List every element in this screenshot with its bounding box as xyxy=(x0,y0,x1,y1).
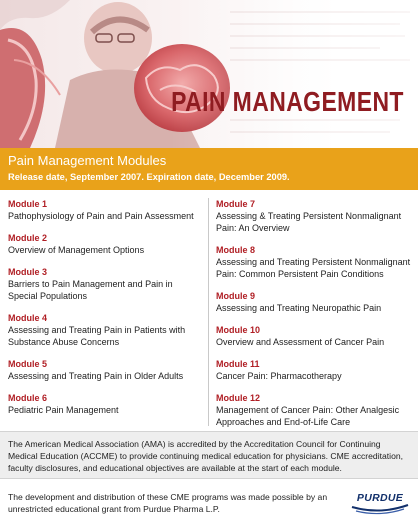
module-title[interactable]: Management of Cancer Pain: Other Analgesic Approaches and End-of-Life Care xyxy=(216,405,400,427)
module-item[interactable] xyxy=(216,358,412,382)
module-item[interactable] xyxy=(8,232,204,256)
modules-header xyxy=(0,148,418,190)
accreditation-statement: The American Medical Association (AMA) is accredited by the Accreditation Council for Continuing Medical Education (ACCME) to provide continuing medical education for physicians. CME accreditation, faculty disclosures, and educational objectives are available at the start of each module. xyxy=(0,431,418,479)
module-number[interactable]: Module 9 xyxy=(216,291,256,301)
module-number[interactable]: Module 2 xyxy=(8,233,48,243)
footer xyxy=(0,480,418,525)
purdue-logo xyxy=(350,492,410,516)
module-title[interactable]: Pediatric Pain Management xyxy=(8,405,119,415)
module-number[interactable]: Module 8 xyxy=(216,245,256,255)
module-number[interactable]: Module 6 xyxy=(8,393,48,403)
module-item[interactable] xyxy=(8,198,204,222)
module-column-right xyxy=(216,198,412,438)
module-number[interactable]: Module 11 xyxy=(216,359,260,369)
module-number[interactable]: Module 5 xyxy=(8,359,48,369)
hero-banner xyxy=(0,0,418,148)
module-title[interactable]: Cancer Pain: Pharmacotherapy xyxy=(216,371,342,381)
module-title[interactable]: Assessing and Treating Persistent Nonmalignant Pain: Common Persistent Pain Conditions xyxy=(216,257,411,279)
module-item[interactable] xyxy=(8,358,204,382)
hero-title: PAIN MANAGEMENT xyxy=(171,86,404,117)
module-list xyxy=(0,190,418,430)
module-item[interactable] xyxy=(8,392,204,416)
module-title[interactable]: Assessing and Treating Neuropathic Pain xyxy=(216,303,382,313)
module-item[interactable] xyxy=(8,312,204,348)
module-title[interactable]: Barriers to Pain Management and Pain in Special Populations xyxy=(8,279,173,301)
grant-statement: The development and distribution of these CME programs was made possible by an unrestricted educational grant from Purdue Pharma L.P. xyxy=(8,492,328,514)
module-number[interactable]: Module 7 xyxy=(216,199,256,209)
module-item[interactable] xyxy=(216,198,412,234)
module-title[interactable]: Pathophysiology of Pain and Pain Assessment xyxy=(8,211,194,221)
module-number[interactable]: Module 12 xyxy=(216,393,261,403)
module-number[interactable]: Module 1 xyxy=(8,199,48,209)
module-title[interactable]: Overview and Assessment of Cancer Pain xyxy=(216,337,385,347)
purdue-logo-text: PURDUE xyxy=(356,492,404,504)
module-item[interactable] xyxy=(216,324,412,348)
module-title[interactable]: Assessing & Treating Persistent Nonmalignant Pain: An Overview xyxy=(216,211,402,233)
column-divider xyxy=(208,198,209,426)
logo-swoosh-icon xyxy=(350,503,410,515)
module-column-left xyxy=(8,198,204,426)
module-title[interactable]: Assessing and Treating Pain in Older Adults xyxy=(8,371,184,381)
module-title[interactable]: Overview of Management Options xyxy=(8,245,145,255)
module-item[interactable] xyxy=(216,244,412,280)
module-title[interactable]: Assessing and Treating Pain in Patients with Substance Abuse Concerns xyxy=(8,325,186,347)
module-number[interactable]: Module 10 xyxy=(216,325,261,335)
module-item[interactable] xyxy=(8,266,204,302)
page-title: Pain Management Modules xyxy=(8,153,167,168)
module-item[interactable] xyxy=(216,392,412,428)
release-dates: Release date, September 2007. Expiration date, December 2009. xyxy=(8,172,290,182)
module-item[interactable] xyxy=(216,290,412,314)
module-number[interactable]: Module 3 xyxy=(8,267,48,277)
hero-illustration xyxy=(0,0,418,148)
module-number[interactable]: Module 4 xyxy=(8,313,48,323)
